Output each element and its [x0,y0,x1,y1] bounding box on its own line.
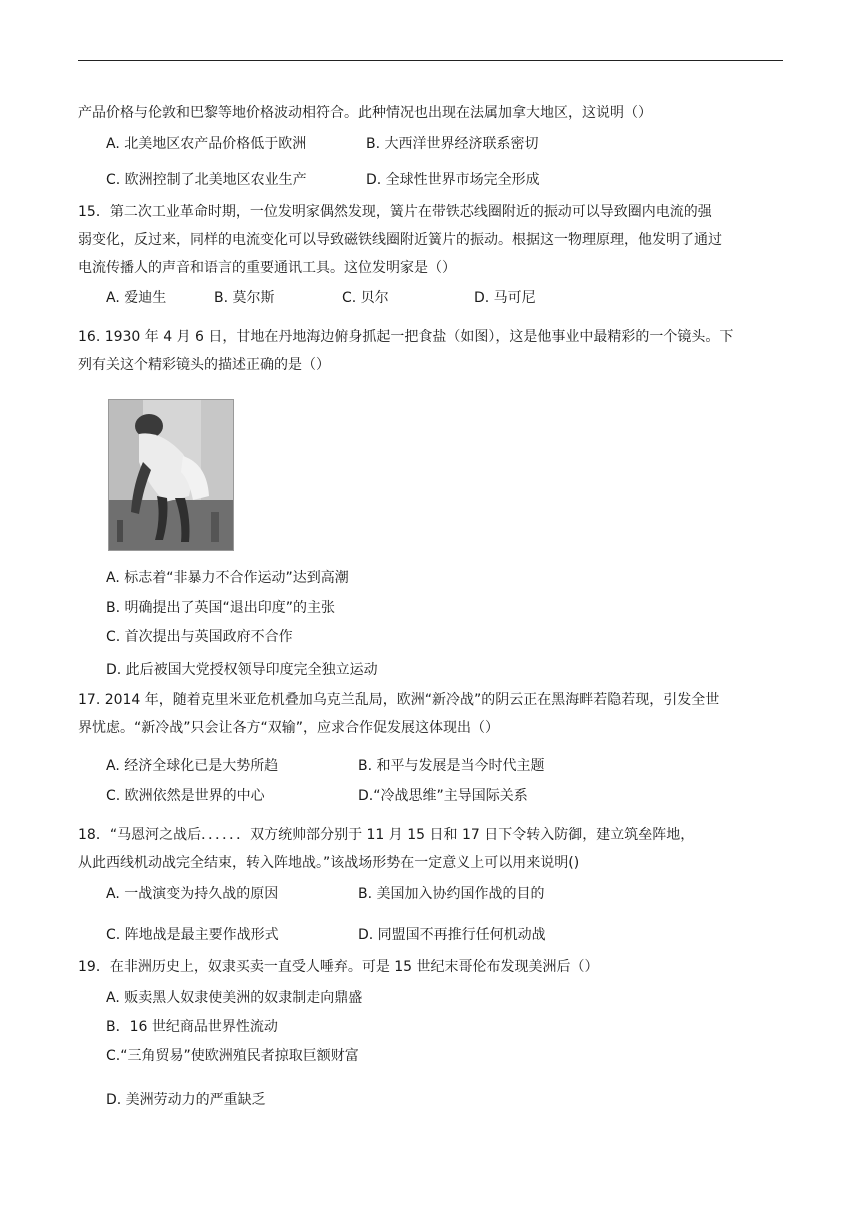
q18-option-c: C. 阵地战是最主要作战形式 [106,927,279,943]
q19-option-a: A. 贩卖黑人奴隶使美洲的奴隶制走向鼎盛 [106,990,363,1006]
q14-option-b: B. 大西洋世界经济联系密切 [366,136,539,152]
question-14-stem: 产品价格与伦敦和巴黎等地价格波动相符合。此种情况也出现在法属加拿大地区，这说明（） [78,105,652,121]
q17-option-c: C. 欧洲依然是世界的中心 [106,788,265,804]
question-16-stem-1: 16. 1930 年 4 月 6 日，甘地在丹地海边俯身抓起一把食盐（如图），这是他事业中最精彩的一个镜头。下 [78,329,734,345]
q19-option-b: B．16 世纪商品世界性流动 [106,1019,278,1035]
header-rule [78,60,783,61]
question-16-stem-2: 列有关这个精彩镜头的描述正确的是（） [78,357,330,373]
question-17-stem-1: 17. 2014 年，随着克里米亚危机叠加乌克兰乱局，欧洲“新冷战”的阴云正在黑海畔若隐若现，引发全世 [78,692,720,708]
q15-option-b: B. 莫尔斯 [214,290,275,306]
q19-option-c: C.“三角贸易”使欧洲殖民者掠取巨额财富 [106,1048,359,1064]
q14-option-c: C. 欧洲控制了北美地区农业生产 [106,172,307,188]
q18-option-d: D. 同盟国不再推行任何机动战 [358,927,546,943]
question-19-stem: 19．在非洲历史上，奴隶买卖一直受人唾弃。可是 15 世纪末哥伦布发现美洲后（） [78,959,599,975]
q17-option-d: D.“冷战思维”主导国际关系 [358,788,528,804]
question-15-stem-1: 15．第二次工业革命时期，一位发明家偶然发现，簧片在带铁芯线圈附近的振动可以导致圈内电流的强 [78,204,712,220]
gandhi-salt-photo [108,399,234,551]
q17-option-b: B. 和平与发展是当今时代主题 [358,758,545,774]
question-18-stem-1: 18．“马恩河之战后．．．．．．双方统帅部分别于 11 月 15 日和 17 日下令转入防御，建立筑垒阵地， [78,827,695,843]
q17-option-a: A. 经济全球化已是大势所趋 [106,758,279,774]
q16-option-c: C. 首次提出与英国政府不合作 [106,629,293,645]
q19-option-d: D. 美洲劳动力的严重缺乏 [106,1092,266,1108]
q16-option-d: D. 此后被国大党授权领导印度完全独立运动 [106,662,378,678]
question-15-stem-3: 电流传播人的声音和语言的重要通讯工具。这位发明家是（） [78,260,456,276]
q14-option-d: D. 全球性世界市场完全形成 [366,172,540,188]
q15-option-c: C. 贝尔 [342,290,389,306]
q18-option-b: B. 美国加入协约国作战的目的 [358,886,545,902]
q14-option-a: A. 北美地区农产品价格低于欧洲 [106,136,307,152]
q15-option-a: A. 爱迪生 [106,290,167,306]
question-17-stem-2: 界忧虑。“新冷战”只会让各方“双输”，应求合作促发展这体现出（） [78,720,500,736]
q18-option-a: A. 一战演变为持久战的原因 [106,886,279,902]
question-18-stem-2: 从此西线机动战完全结束，转入阵地战。”该战场形势在一定意义上可以用来说明() [78,855,580,871]
q15-option-d: D. 马可尼 [474,290,536,306]
question-15-stem-2: 弱变化，反过来，同样的电流变化可以导致磁铁线圈附近簧片的振动。根据这一物理原理，他发明了通过 [78,232,722,248]
q16-option-a: A. 标志着“非暴力不合作运动”达到高潮 [106,570,349,586]
q16-option-b: B. 明确提出了英国“退出印度”的主张 [106,600,336,616]
